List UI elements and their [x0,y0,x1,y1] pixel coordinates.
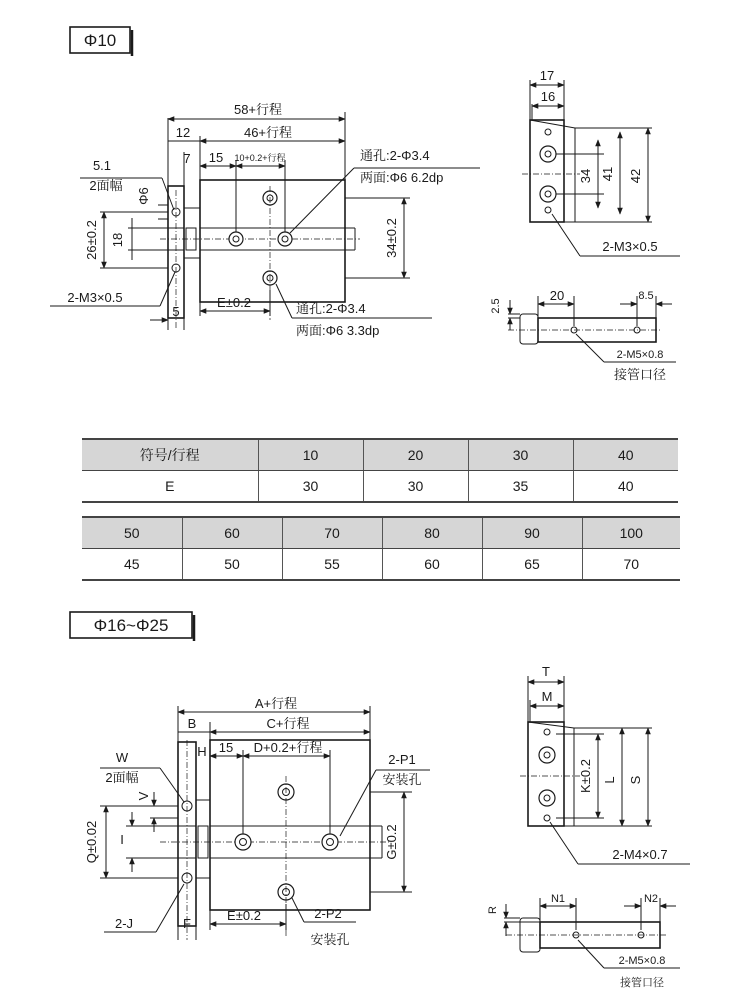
table-cell: 50 [182,549,282,581]
phi10-bottom-view [490,288,676,382]
dimension-label: 12 [175,125,191,140]
table-cell: 35 [468,471,573,503]
dimension-label: 2面幅 [105,770,139,785]
table-row [82,439,678,471]
dimension-label: 7 [183,151,191,166]
dimension-label: F [183,916,191,931]
dimension-label: 2-M3×0.5 [67,290,123,305]
dimension-label: 34±0.2 [384,218,399,258]
section1-title-box [70,27,132,56]
dimension-label: 8.5 [638,290,654,302]
dimension-label: 15 [218,740,234,755]
dimension-label: 2面幅 [89,178,123,193]
table-row [82,549,680,581]
dimension-label: Q±0.02 [84,820,99,864]
dimension-label: 5 [172,304,180,319]
dimension-label: Φ16~Φ25 [93,616,169,635]
dimension-label: N1 [550,893,566,905]
dimension-label: 5.1 [92,158,112,173]
table-cell: 10 [258,439,363,471]
table-cell: 100 [582,517,680,549]
dimension-label: B [187,716,197,731]
dimension-label: 通孔:2-Φ3.4 [296,301,366,316]
dimension-label: I [120,832,124,847]
dimension-label: 2-M5×0.8 [618,955,666,967]
dimension-label: K±0.2 [578,759,593,793]
dimension-label: 18 [110,232,125,248]
phi16-bottom-view [487,893,680,989]
table-cell: 65 [482,549,582,581]
dimension-label: G±0.2 [384,824,399,860]
dimension-label: S [628,775,643,785]
table-cell: 70 [582,549,680,581]
table-cell: 90 [482,517,582,549]
dimension-label: 42 [628,168,643,184]
dimension-label: 两面:Φ6 3.3dp [296,323,380,338]
table-cell: 40 [573,471,678,503]
dimension-label: 安装孔 [310,932,350,947]
dimension-label: 接管口径 [613,367,667,382]
table-cell: 55 [282,549,382,581]
dimension-label: E±0.2 [227,908,261,923]
table-cell: 60 [182,517,282,549]
dimension-label: 34 [578,168,593,184]
table-cell: 30 [468,439,573,471]
dimension-label: L [602,776,617,784]
stroke-table-2 [82,516,680,581]
section2-title-box [70,612,194,641]
table-cell: 符号/行程 [82,439,258,471]
table-cell: 60 [382,549,482,581]
dimension-label: C+行程 [266,716,310,731]
dimension-label: 2-P2 [314,906,342,921]
dimension-label: Φ6 [136,187,151,205]
dimension-label: 41 [600,166,615,182]
dimension-label: N2 [643,893,659,905]
table-cell: 50 [82,517,182,549]
dimension-label: A+行程 [254,696,298,711]
stroke-table-1 [82,438,678,503]
table-cell: 80 [382,517,482,549]
dimension-label: V [136,791,151,801]
dimension-label: 17 [539,68,555,83]
table-row [82,471,678,503]
dimension-label: 2-M4×0.7 [612,847,668,862]
dimension-label: T [542,664,550,679]
table-cell: 40 [573,439,678,471]
phi16-front-view [160,740,390,940]
table-cell: 45 [82,549,182,581]
dimension-label: 2.5 [490,298,502,314]
dimension-label: 2-P1 [388,752,416,767]
phi10-side-view [522,68,680,256]
dimension-label: 2-M5×0.8 [616,349,664,361]
dimension-label: D+0.2+行程 [253,740,323,755]
dimension-label: 安装孔 [382,772,422,787]
phi16-side-view [520,664,690,864]
table-cell: 30 [363,471,468,503]
dimension-label: 15 [208,150,224,165]
dimension-label: 46+行程 [243,125,293,140]
dimension-label: 2-J [114,916,134,931]
dimension-label: 2-M3×0.5 [602,239,658,254]
dimension-label: 16 [540,89,556,104]
dimension-label: 20 [549,288,565,303]
dimension-label: E±0.2 [217,295,251,310]
dimension-label: 两面:Φ6 6.2dp [360,170,444,185]
table-cell: 70 [282,517,382,549]
dimension-label: 26±0.2 [84,220,99,260]
dimension-label: 接管口径 [620,977,664,989]
dimension-label: 10+0.2+行程 [234,153,286,163]
dimension-label: H [197,744,207,759]
table-cell: E [82,471,258,503]
dimension-label: M [541,689,553,704]
table-row [82,517,680,549]
dimension-label: R [487,906,499,914]
phi16-dimensions [84,696,430,947]
dimension-label: W [115,750,129,765]
table-cell: 20 [363,439,468,471]
dimension-label: 58+行程 [233,102,283,117]
table-cell: 30 [258,471,363,503]
dimension-label: 通孔:2-Φ3.4 [360,148,430,163]
section1-title: Φ10 [83,31,117,50]
